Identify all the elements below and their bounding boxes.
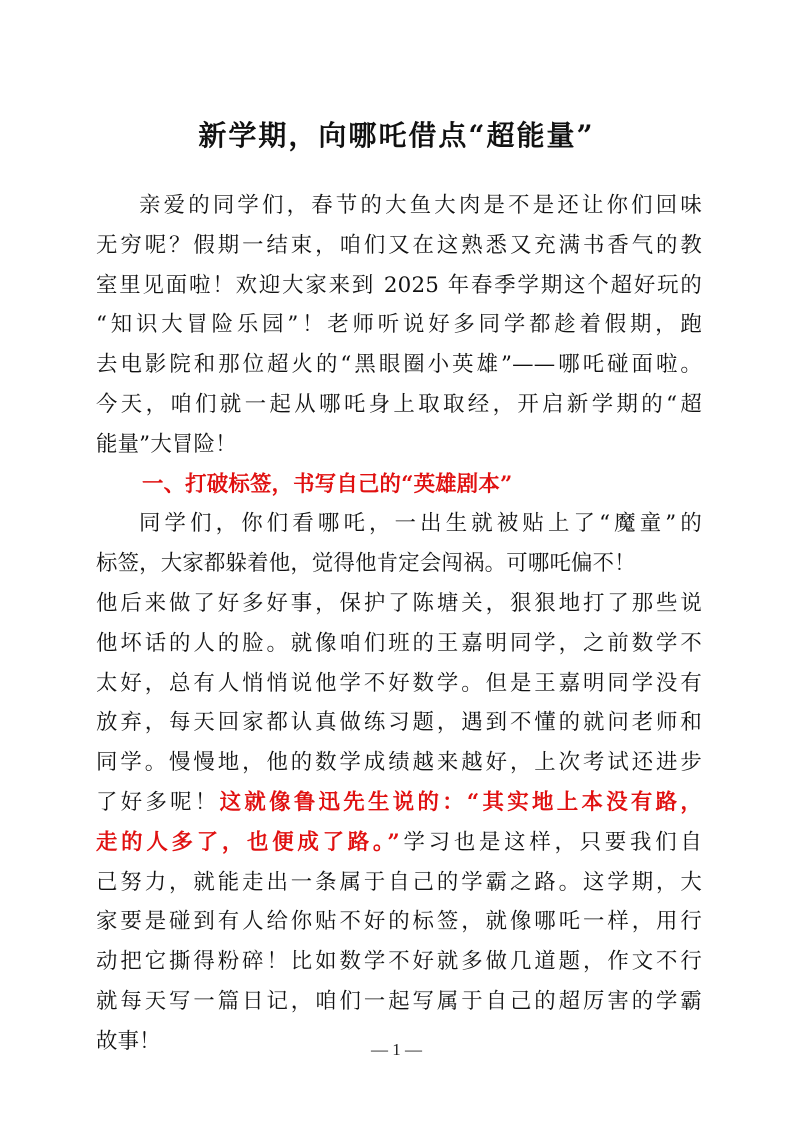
paragraph-line: “知识大冒险乐园”！老师听说好多同学都趁着假期，跑 — [96, 312, 702, 338]
paragraph-line: 今天，咱们就一起从哪吒身上取取经，开启新学期的“超 — [96, 391, 702, 417]
paragraph-line: 无穷呢？假期一结束，咱们又在这熟悉又充满书香气的教 — [96, 232, 702, 258]
highlighted-quote: 这就像鲁迅先生说的：“其实地上本没有路， — [219, 789, 702, 815]
paragraph-line: 亲爱的同学们，春节的大鱼大肉是不是还让你们回味 — [139, 193, 702, 218]
paragraph-line: 同学。慢慢地，他的数学成绩越来越好，上次考试还进步 — [96, 750, 702, 776]
paragraph-line: 标签，大家都躲着他，觉得他肯定会闯祸。可哪吒偏不！ — [96, 551, 636, 577]
highlighted-quote: 走的人多了，也便成了路。” — [96, 829, 400, 855]
section-heading: 一、打破标签，书写自己的“英雄剧本” — [142, 471, 513, 497]
paragraph-line: 太好，总有人悄悄说他学不好数学。但是王嘉明同学没有 — [96, 670, 702, 696]
document-body — [96, 186, 702, 1062]
paragraph-line-with-quote — [96, 823, 702, 863]
paragraph-line: 室里见面啦！欢迎大家来到 2025 年春季学期这个超好玩的 — [96, 272, 702, 298]
paragraph-line: 故事！ — [96, 1028, 161, 1054]
paragraph-line: 他坏话的人的脸。就像咱们班的王嘉明同学，之前数学不 — [96, 630, 702, 656]
paragraph-line: 他后来做了好多好事，保护了陈塘关，狠狠地打了那些说 — [96, 590, 702, 616]
page-number: — 1 — — [371, 1040, 422, 1059]
paragraph-line: 动把它撕得粉碎！比如数学不好就多做几道题，作文不行 — [96, 949, 702, 975]
paragraph-line: 就每天写一篇日记，咱们一起写属于自己的超厉害的学霸 — [96, 988, 702, 1014]
paragraph-line: 家要是碰到有人给你贴不好的标签，就像哪吒一样，用行 — [96, 909, 702, 935]
paragraph-line-with-quote — [96, 783, 702, 823]
paragraph-line: 己努力，就能走出一条属于自己的学霸之路。这学期，大 — [96, 869, 702, 895]
paragraph-line: 放弃，每天回家都认真做练习题，遇到不懂的就问老师和 — [96, 710, 702, 736]
paragraph-line: 去电影院和那位超火的“黑眼圈小英雄”——哪吒碰面啦。 — [96, 352, 702, 378]
normal-text: 了好多呢！ — [96, 789, 220, 815]
document-title: 新学期，向哪吒借点“超能量” — [198, 119, 595, 152]
paragraph-line: 同学们，你们看哪吒，一出生就被贴上了“魔童”的 — [139, 511, 702, 537]
paragraph-line: 能量”大冒险！ — [96, 431, 237, 457]
normal-text: 学习也是这样，只要我们自 — [399, 829, 702, 855]
